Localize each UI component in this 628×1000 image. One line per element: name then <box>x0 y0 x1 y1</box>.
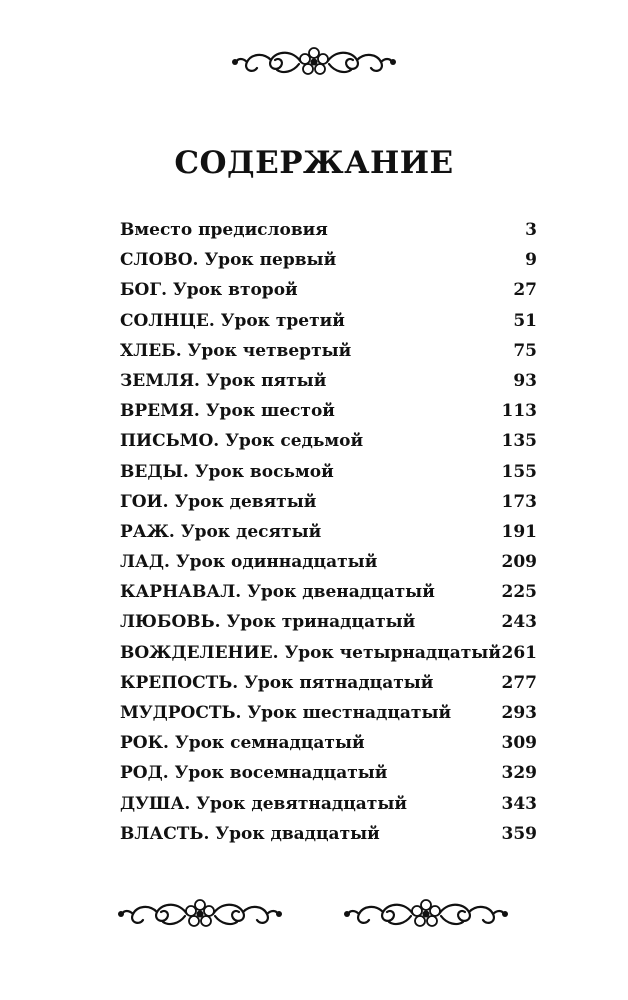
toc-entry-page-number: 75 <box>513 340 537 361</box>
toc-entry-page-number: 135 <box>501 431 537 452</box>
toc-entry <box>120 517 537 547</box>
toc-entry <box>120 336 537 366</box>
toc-entry <box>120 789 537 819</box>
toc-entry-title: ВОЖДЕЛЕНИЕ. Урок четырнадцатый <box>120 642 501 663</box>
toc-entry-title: ГОИ. Урок девятый <box>120 491 317 512</box>
toc-entry <box>120 457 537 487</box>
ornament-bottom-right-flourish-icon <box>341 892 511 936</box>
ornament-bottom-left-flourish-icon <box>115 892 285 936</box>
toc-entry-title: РОД. Урок восемнадцатый <box>120 763 388 784</box>
toc-entry-title: ХЛЕБ. Урок четвертый <box>120 340 352 361</box>
toc-entry-title: ЛЮБОВЬ. Урок тринадцатый <box>120 612 416 633</box>
toc-entry <box>120 245 537 275</box>
toc-entry-page-number: 261 <box>501 642 537 663</box>
toc-entry-title: ЛАД. Урок одиннадцатый <box>120 552 378 573</box>
toc-entry <box>120 487 537 517</box>
table-of-contents <box>120 215 537 849</box>
toc-entry-page-number: 243 <box>501 612 537 633</box>
toc-entry <box>120 275 537 305</box>
toc-entry-title: БОГ. Урок второй <box>120 280 298 301</box>
toc-entry-title: ВРЕМЯ. Урок шестой <box>120 401 335 422</box>
toc-entry <box>120 547 537 577</box>
toc-entry <box>120 396 537 426</box>
toc-entry-title: ВЛАСТЬ. Урок двадцатый <box>120 823 380 844</box>
toc-entry-title: ВЕДЫ. Урок восьмой <box>120 461 334 482</box>
toc-entry <box>120 215 537 245</box>
toc-entry-page-number: 93 <box>513 370 537 391</box>
toc-entry-page-number: 27 <box>513 280 537 301</box>
toc-entry-title: СЛОВО. Урок первый <box>120 250 337 271</box>
toc-entry-title: СОЛНЦЕ. Урок третий <box>120 310 345 331</box>
toc-entry <box>120 638 537 668</box>
toc-entry-page-number: 113 <box>501 401 537 422</box>
toc-entry-page-number: 155 <box>501 461 537 482</box>
toc-entry-title: КАРНАВАЛ. Урок двенадцатый <box>120 582 435 603</box>
toc-entry-page-number: 359 <box>501 823 537 844</box>
toc-entry-page-number: 309 <box>501 733 537 754</box>
toc-entry <box>120 698 537 728</box>
toc-entry-title: ЗЕМЛЯ. Урок пятый <box>120 370 327 391</box>
toc-entry <box>120 758 537 788</box>
toc-entry-page-number: 343 <box>501 793 537 814</box>
toc-entry-page-number: 209 <box>501 552 537 573</box>
toc-entry-page-number: 191 <box>501 521 537 542</box>
toc-entry <box>120 819 537 849</box>
page-title: СОДЕРЖАНИЕ <box>174 145 454 181</box>
toc-entry-title: ПИСЬМО. Урок седьмой <box>120 431 364 452</box>
toc-entry-page-number: 173 <box>501 491 537 512</box>
ornament-top-flourish-icon <box>229 40 399 84</box>
toc-entry-title: РОК. Урок семнадцатый <box>120 733 365 754</box>
toc-entry <box>120 577 537 607</box>
toc-entry <box>120 306 537 336</box>
toc-entry-page-number: 9 <box>525 250 537 271</box>
toc-entry-page-number: 3 <box>525 220 537 240</box>
toc-entry-page-number: 277 <box>501 672 537 693</box>
toc-entry <box>120 728 537 758</box>
toc-entry <box>120 426 537 456</box>
toc-entry-title: МУДРОСТЬ. Урок шестнадцатый <box>120 703 452 723</box>
toc-entry-page-number: 51 <box>513 310 537 331</box>
toc-entry <box>120 366 537 396</box>
toc-entry-title: РАЖ. Урок десятый <box>120 521 322 542</box>
toc-entry <box>120 607 537 637</box>
toc-entry-page-number: 293 <box>501 703 537 723</box>
toc-entry-title: КРЕПОСТЬ. Урок пятнадцатый <box>120 672 434 693</box>
toc-entry-title: ДУША. Урок девятнадцатый <box>120 793 407 814</box>
toc-entry-title: Вместо предисловия <box>120 220 328 240</box>
toc-entry-page-number: 225 <box>501 582 537 603</box>
toc-entry <box>120 668 537 698</box>
toc-entry-page-number: 329 <box>501 763 537 784</box>
